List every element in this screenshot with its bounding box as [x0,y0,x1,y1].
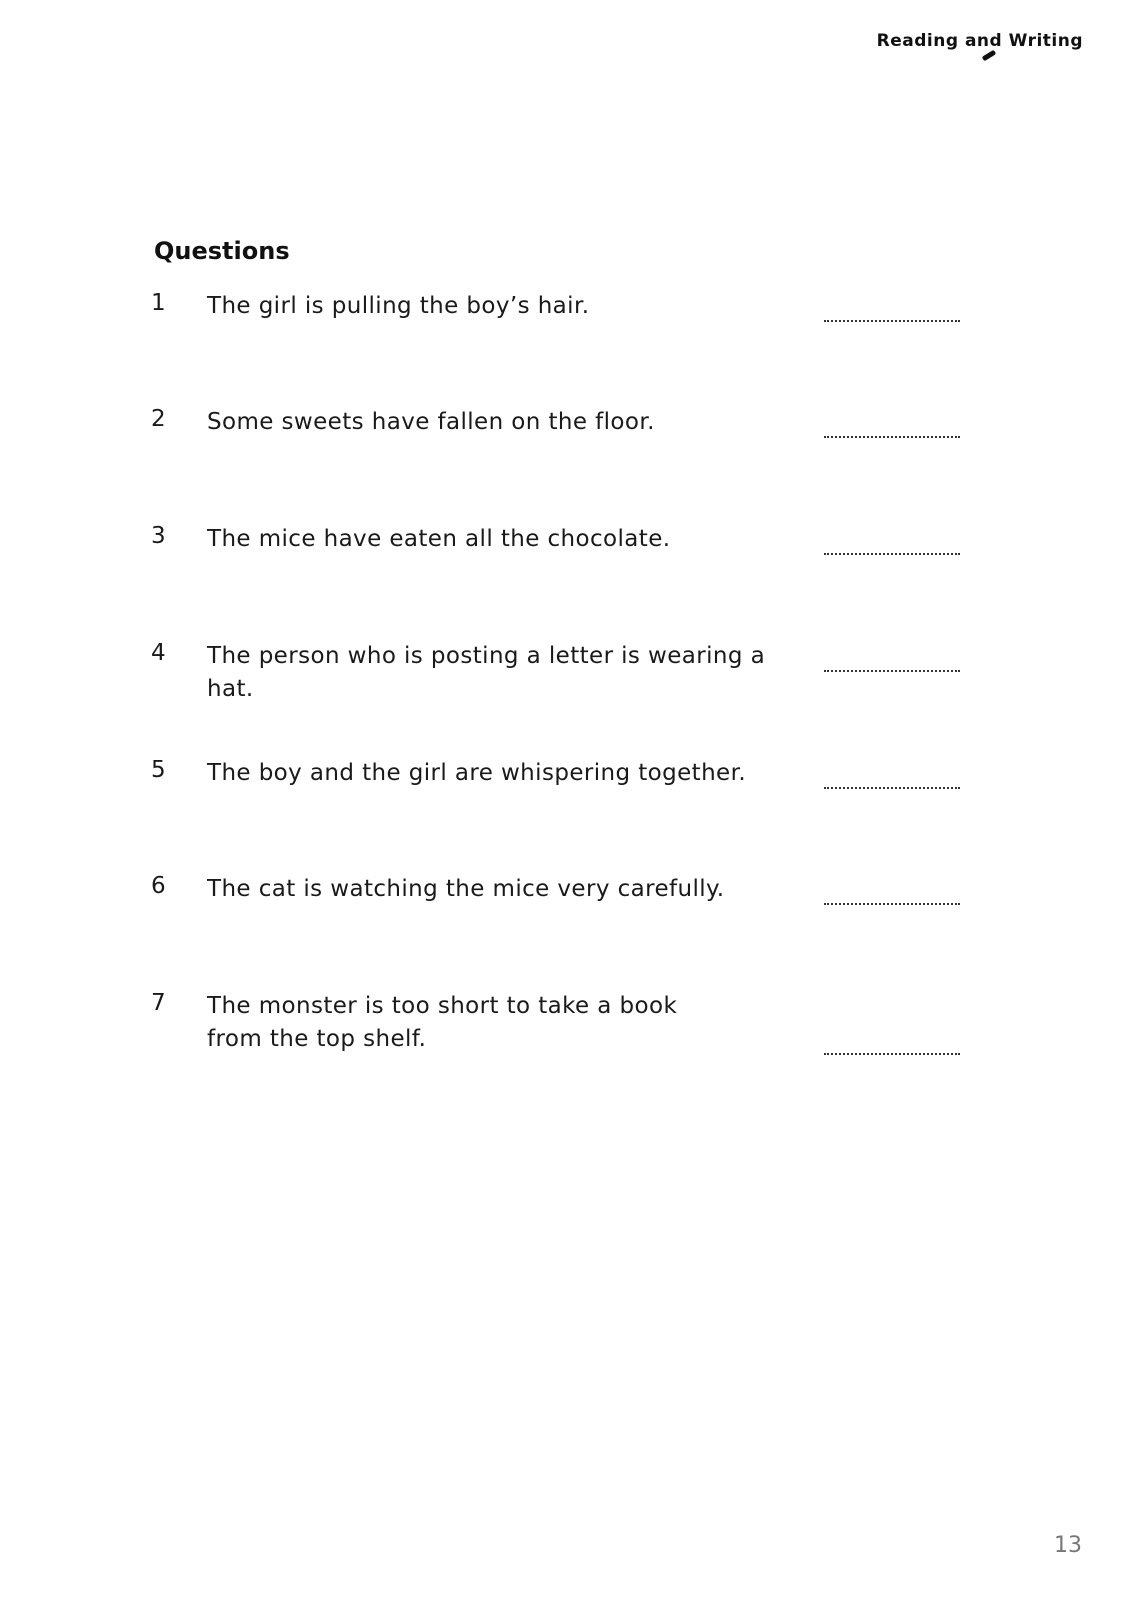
question-text: The mice have eaten all the chocolate. [207,526,671,552]
question-text: The person who is posting a letter is wearing a hat. [207,643,766,702]
answer-blank[interactable] [824,670,960,672]
answer-blank[interactable] [824,553,960,555]
answer-blank[interactable] [824,903,960,905]
question-number: 2 [151,406,166,432]
question-number: 1 [151,290,166,316]
questions-heading: Questions [154,237,290,265]
question-text: The monster is too short to take a book from the top shelf. [207,993,678,1052]
answer-blank[interactable] [824,436,960,438]
answer-blank[interactable] [824,1053,960,1055]
question-number: 7 [151,990,166,1016]
section-header-label: Reading and Writing [876,31,1083,51]
question-text: Some sweets have fallen on the floor. [207,409,655,435]
answer-blank[interactable] [824,320,960,322]
question-number: 6 [151,873,166,899]
question-number: 4 [151,640,166,666]
question-number: 3 [151,523,166,549]
question-number: 5 [151,757,166,783]
question-text: The girl is pulling the boy’s hair. [207,293,590,319]
page-number: 13 [1054,1533,1082,1558]
question-text: The boy and the girl are whispering together. [207,760,747,786]
question-text: The cat is watching the mice very carefully. [207,876,725,902]
answer-blank[interactable] [824,787,960,789]
